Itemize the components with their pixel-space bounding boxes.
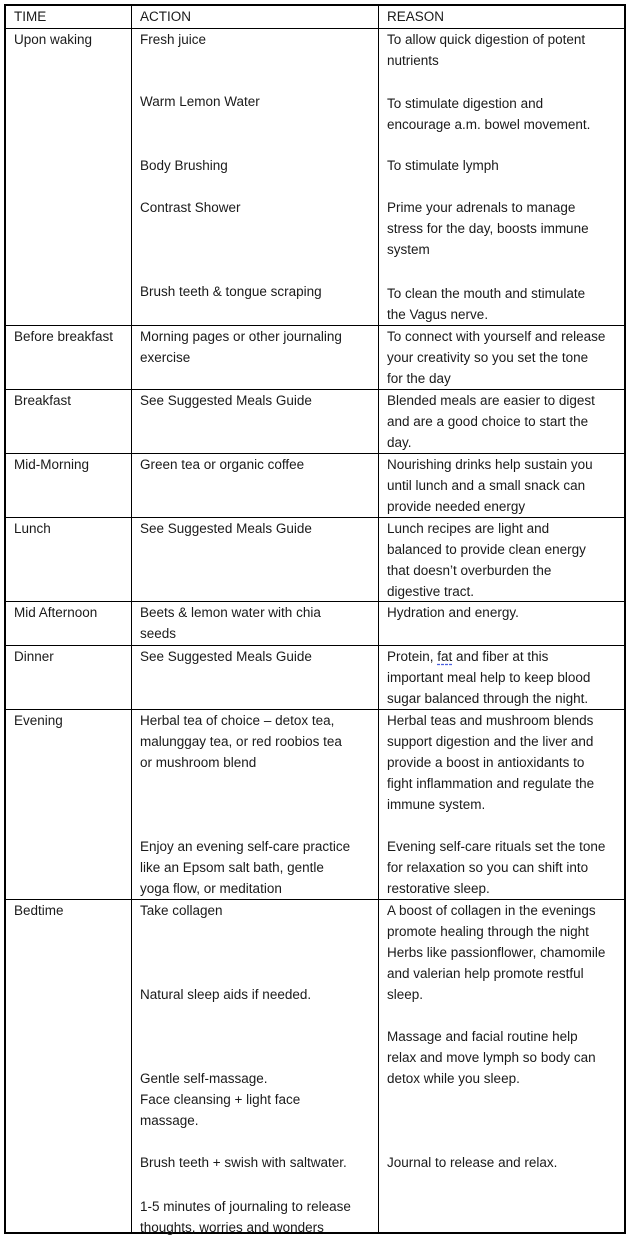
reason-cell xyxy=(379,518,624,601)
reason-item: Nourishing drinks help sustain you until lunch and a small snack can provide needed energy xyxy=(387,457,593,514)
time-label: Upon waking xyxy=(14,32,93,47)
table-row xyxy=(6,325,624,389)
action-item: See Suggested Meals Guide xyxy=(140,521,312,536)
table-row xyxy=(6,899,624,1235)
time-label: Before breakfast xyxy=(14,329,114,344)
action-cell xyxy=(132,900,379,1235)
action-cell xyxy=(132,518,379,601)
time-cell xyxy=(6,646,132,709)
reason-item: A boost of collagen in the evenings promote healing through the night Herbs like passionflower, chamomile and valerian help promote restful sleep. xyxy=(387,903,606,1002)
table-row xyxy=(6,517,624,601)
table-row xyxy=(6,709,624,899)
time-cell xyxy=(6,900,132,1232)
table-row xyxy=(6,645,624,709)
table-row xyxy=(6,601,624,645)
reason-item: Massage and facial routine help relax and move lymph so body can detox while you sleep. xyxy=(387,1029,596,1086)
time-label: Dinner xyxy=(14,649,54,664)
action-item: See Suggested Meals Guide xyxy=(140,649,312,664)
header-reason xyxy=(379,6,624,28)
reason-cell xyxy=(379,646,624,709)
action-item: Body Brushing xyxy=(140,158,228,173)
action-item: Enjoy an evening self-care practice like an Epsom salt bath, gentle yoga flow, or meditation xyxy=(140,839,351,896)
action-cell xyxy=(132,390,379,453)
reason-cell xyxy=(379,710,624,899)
reason-cell xyxy=(379,900,624,1232)
time-cell xyxy=(6,454,132,517)
reason-item: Journal to release and relax. xyxy=(387,1155,558,1170)
reason-item: To stimulate lymph xyxy=(387,158,499,173)
action-item: Warm Lemon Water xyxy=(140,94,260,109)
reason-item: Herbal teas and mushroom blends support digestion and the liver and provide a boost in antioxidants to fight inflammation and regulate the immune system. xyxy=(387,713,595,812)
action-item: Brush teeth & tongue scraping xyxy=(140,284,322,299)
time-label: Breakfast xyxy=(14,393,72,408)
header-action-label: ACTION xyxy=(140,9,192,24)
time-cell xyxy=(6,326,132,389)
time-label: Mid Afternoon xyxy=(14,605,98,620)
reason-item: Prime your adrenals to manage stress for the day, boosts immune system xyxy=(387,200,589,257)
header-time-label: TIME xyxy=(14,9,47,24)
header-reason-label: REASON xyxy=(387,9,445,24)
daily-routine-table xyxy=(4,4,626,1234)
reason-item: Protein, fat and fiber at this important meal help to keep blood sugar balanced through the night. xyxy=(387,649,591,706)
time-cell xyxy=(6,602,132,645)
time-cell xyxy=(6,390,132,453)
reason-item: To stimulate digestion and encourage a.m. bowel movement. xyxy=(387,96,591,132)
table-row xyxy=(6,389,624,453)
reason-cell xyxy=(379,29,624,325)
time-label: Bedtime xyxy=(14,903,64,918)
reason-item: Blended meals are easier to digest and are a good choice to start the day. xyxy=(387,393,595,450)
action-cell xyxy=(132,602,379,645)
action-item: Take collagen xyxy=(140,903,223,918)
action-item: Green tea or organic coffee xyxy=(140,457,305,472)
action-item: Natural sleep aids if needed. xyxy=(140,987,312,1002)
reason-cell xyxy=(379,326,624,389)
table-row xyxy=(6,453,624,517)
time-label: Evening xyxy=(14,713,63,728)
action-cell xyxy=(132,29,379,325)
action-item: Gentle self-massage. Face cleansing + light face massage. xyxy=(140,1071,301,1128)
action-cell xyxy=(132,454,379,517)
action-item: Fresh juice xyxy=(140,32,207,47)
header-time xyxy=(6,6,132,28)
reason-item: Lunch recipes are light and balanced to provide clean energy that doesn’t overburden the digestive tract. xyxy=(387,521,586,599)
time-label: Mid-Morning xyxy=(14,457,90,472)
action-item: Morning pages or other journaling exercise xyxy=(140,329,342,365)
reason-item: Evening self-care rituals set the tone for relaxation so you can shift into restorative sleep. xyxy=(387,839,606,896)
reason-cell xyxy=(379,602,624,645)
reason-item: To connect with yourself and release your creativity so you set the tone for the day xyxy=(387,329,606,386)
table-row xyxy=(6,28,624,325)
header-action xyxy=(132,6,379,28)
action-item: Contrast Shower xyxy=(140,200,241,215)
time-label: Lunch xyxy=(14,521,51,536)
time-cell xyxy=(6,518,132,601)
action-cell xyxy=(132,710,379,899)
action-cell xyxy=(132,646,379,709)
action-item: Beets & lemon water with chia seeds xyxy=(140,605,321,641)
table-header-row xyxy=(6,6,624,28)
reason-cell xyxy=(379,454,624,517)
reason-cell xyxy=(379,390,624,453)
reason-item: To clean the mouth and stimulate the Vagus nerve. xyxy=(387,286,586,322)
time-cell xyxy=(6,29,132,325)
action-item: Herbal tea of choice – detox tea, malunggay tea, or red roobios tea or mushroom blend xyxy=(140,713,342,770)
action-item: See Suggested Meals Guide xyxy=(140,393,312,408)
time-cell xyxy=(6,710,132,899)
action-item: 1-5 minutes of journaling to release thoughts, worries and wonders xyxy=(140,1199,351,1235)
action-item: Brush teeth + swish with saltwater. xyxy=(140,1155,347,1170)
grammar-flag-underline: fat xyxy=(437,649,453,664)
reason-item: Hydration and energy. xyxy=(387,605,519,620)
reason-item: To allow quick digestion of potent nutrients xyxy=(387,32,586,68)
action-cell xyxy=(132,326,379,389)
